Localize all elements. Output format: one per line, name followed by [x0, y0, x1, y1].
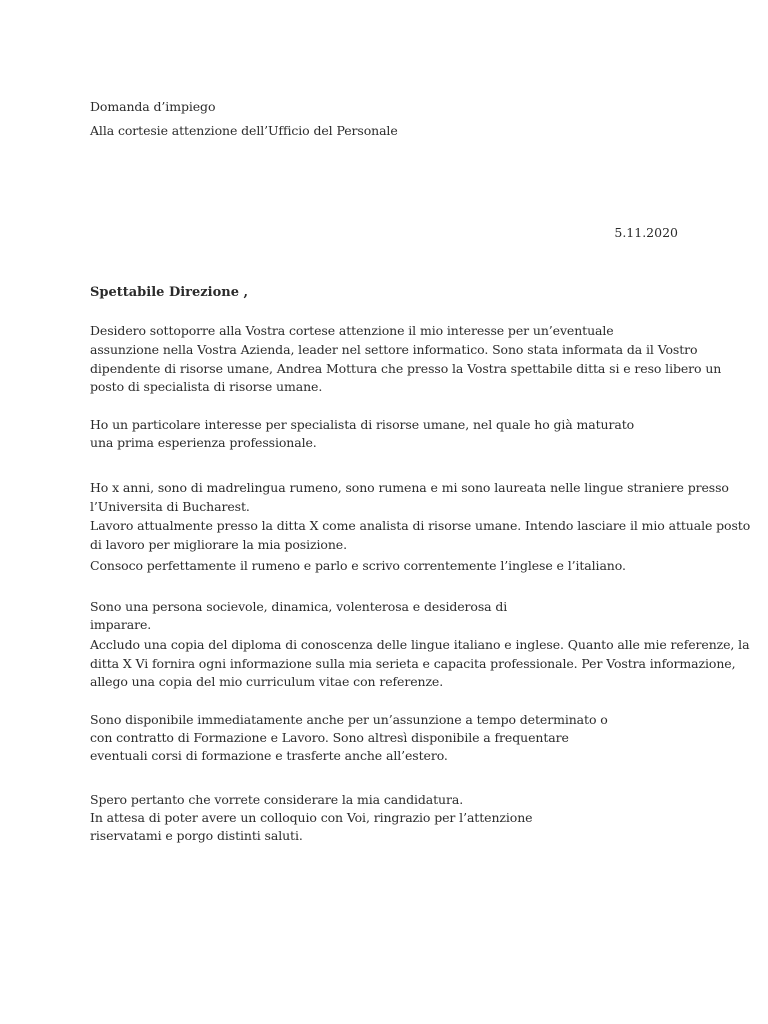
paragraph-line: imparare.	[90, 617, 152, 632]
paragraph-line: allego una copia del mio curriculum vitae con referenze.	[90, 674, 444, 689]
paragraph-line: Lavoro attualmente presso la ditta X come analista di risorse umane. Intendo lasciare il mio attuale posto	[90, 518, 751, 533]
paragraph-line: di lavoro per migliorare la mia posizione.	[90, 537, 347, 552]
paragraph-line: In attesa di poter avere un colloquio con Voi, ringrazio per l’attenzione	[90, 810, 533, 825]
paragraph-line: con contratto di Formazione e Lavoro. Sono altresì disponibile a frequentare	[90, 730, 569, 745]
paragraph-line: ditta X Vi fornira ogni informazione sulla mia serieta e capacita professionale. Per Vostra informazione,	[90, 656, 736, 671]
paragraph-line: dipendente di risorse umane, Andrea Mottura che presso la Vostra spettabile ditta si e reso libero un	[90, 361, 722, 376]
paragraph-line: Consoco perfettamente il rumeno e parlo e scrivo correntemente l’inglese e l’italiano.	[90, 558, 626, 573]
letter-date: 5.11.2020	[614, 225, 678, 240]
paragraph-line: una prima esperienza professionale.	[90, 435, 317, 450]
paragraph-line: eventuali corsi di formazione e trasferte anche all’estero.	[90, 748, 448, 763]
paragraph-line: Sono disponibile immediatamente anche per un’assunzione a tempo determinato o	[90, 712, 608, 727]
letter-salutation: Spettabile Direzione ,	[90, 285, 249, 300]
paragraph-line: Desidero sottoporre alla Vostra cortese attenzione il mio interesse per un’eventuale	[90, 323, 614, 338]
letter-recipient: Alla cortesie attenzione dell’Ufficio del Personale	[90, 123, 398, 138]
paragraph-line: Ho x anni, sono di madrelingua rumeno, sono rumena e mi sono laureata nelle lingue straniere presso	[90, 480, 729, 495]
paragraph-line: Ho un particolare interesse per specialista di risorse umane, nel quale ho già maturato	[90, 417, 635, 432]
paragraph-line: Sono una persona socievole, dinamica, volenterosa e desiderosa di	[90, 599, 508, 614]
paragraph-line: riservatami e porgo distinti saluti.	[90, 828, 303, 843]
paragraph-line: Accludo una copia del diploma di conoscenza delle lingue italiano e inglese. Quanto alle mie referenze, la	[90, 637, 750, 652]
paragraph-line: l’Universita di Bucharest.	[90, 499, 250, 514]
paragraph-line: Spero pertanto che vorrete considerare la mia candidatura.	[90, 792, 464, 807]
paragraph-line: assunzione nella Vostra Azienda, leader nel settore informatico. Sono stata informata da il Vostro	[90, 342, 698, 357]
paragraph-line: posto di specialista di risorse umane.	[90, 379, 323, 394]
letter-subject: Domanda d’impiego	[90, 99, 216, 114]
